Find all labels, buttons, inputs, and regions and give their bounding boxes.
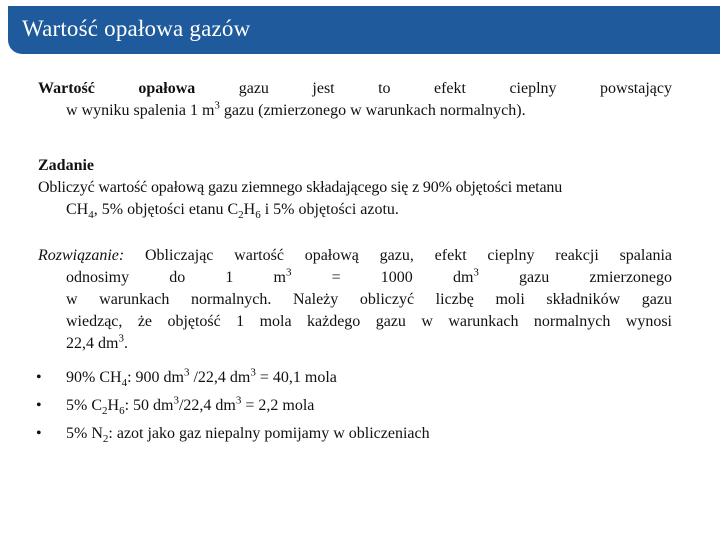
- bullet-list: [38, 364, 672, 448]
- task-heading: Zadanie: [38, 157, 95, 174]
- bullet-icon: •: [36, 369, 42, 386]
- task-line-1: Obliczyć wartość opałową gazu ziemnego składającego się z 90% objętości metanu: [38, 179, 563, 196]
- definition-line-2: w wyniku spalenia 1 $m^3$ gazu (zmierzonego w warunkach normalnych).: [66, 99, 526, 119]
- solution-line-2: odnosimy do 1 $m^3 = 1000$ $dm^3$ gazu zmierzonego: [66, 266, 673, 286]
- solution-line-3: w warunkach normalnych. Należy obliczyć liczbę moli składników gazu: [66, 291, 672, 308]
- slide-title: Wartość opałowa gazów: [22, 16, 251, 41]
- list-item: • 5% $N_2$: azot jako gaz niepalny pomijamy w obliczeniach: [38, 420, 672, 448]
- solution-label: Rozwiązanie:: [38, 247, 125, 264]
- task-line-2: $CH_4$, 5% objętości etanu $C_2H_6$ i 5% objętości azotu.: [66, 201, 399, 222]
- bullet-icon: •: [36, 397, 42, 414]
- title-bar: [8, 6, 720, 54]
- bullet-icon: •: [36, 425, 42, 442]
- definition-term: Wartość opałowa: [38, 80, 196, 97]
- solution-line-5: 22,4 $dm^3$.: [66, 332, 128, 352]
- definition-paragraph: [38, 78, 672, 122]
- list-item: • 5% $C_2H_6$: 50 $dm^3/22,4$ $dm^3 = 2,2$ mola: [38, 392, 672, 420]
- list-item: • 90% $CH_4$: 900 $dm^3$ /22,4 $dm^3 = 40,1$ mola: [38, 364, 672, 392]
- task-section: [38, 155, 672, 221]
- solution-section: [38, 245, 672, 355]
- solution-line-4: wiedząc, że objętość 1 mola każdego gazu w warunkach normalnych wynosi: [66, 313, 672, 330]
- definition-line-1: Wartość opałowa gazu jest to efekt cieplny powstający: [38, 80, 672, 97]
- solution-line-1: Rozwiązanie: Obliczając wartość opałową gazu, efekt cieplny reakcji spalania: [38, 247, 672, 264]
